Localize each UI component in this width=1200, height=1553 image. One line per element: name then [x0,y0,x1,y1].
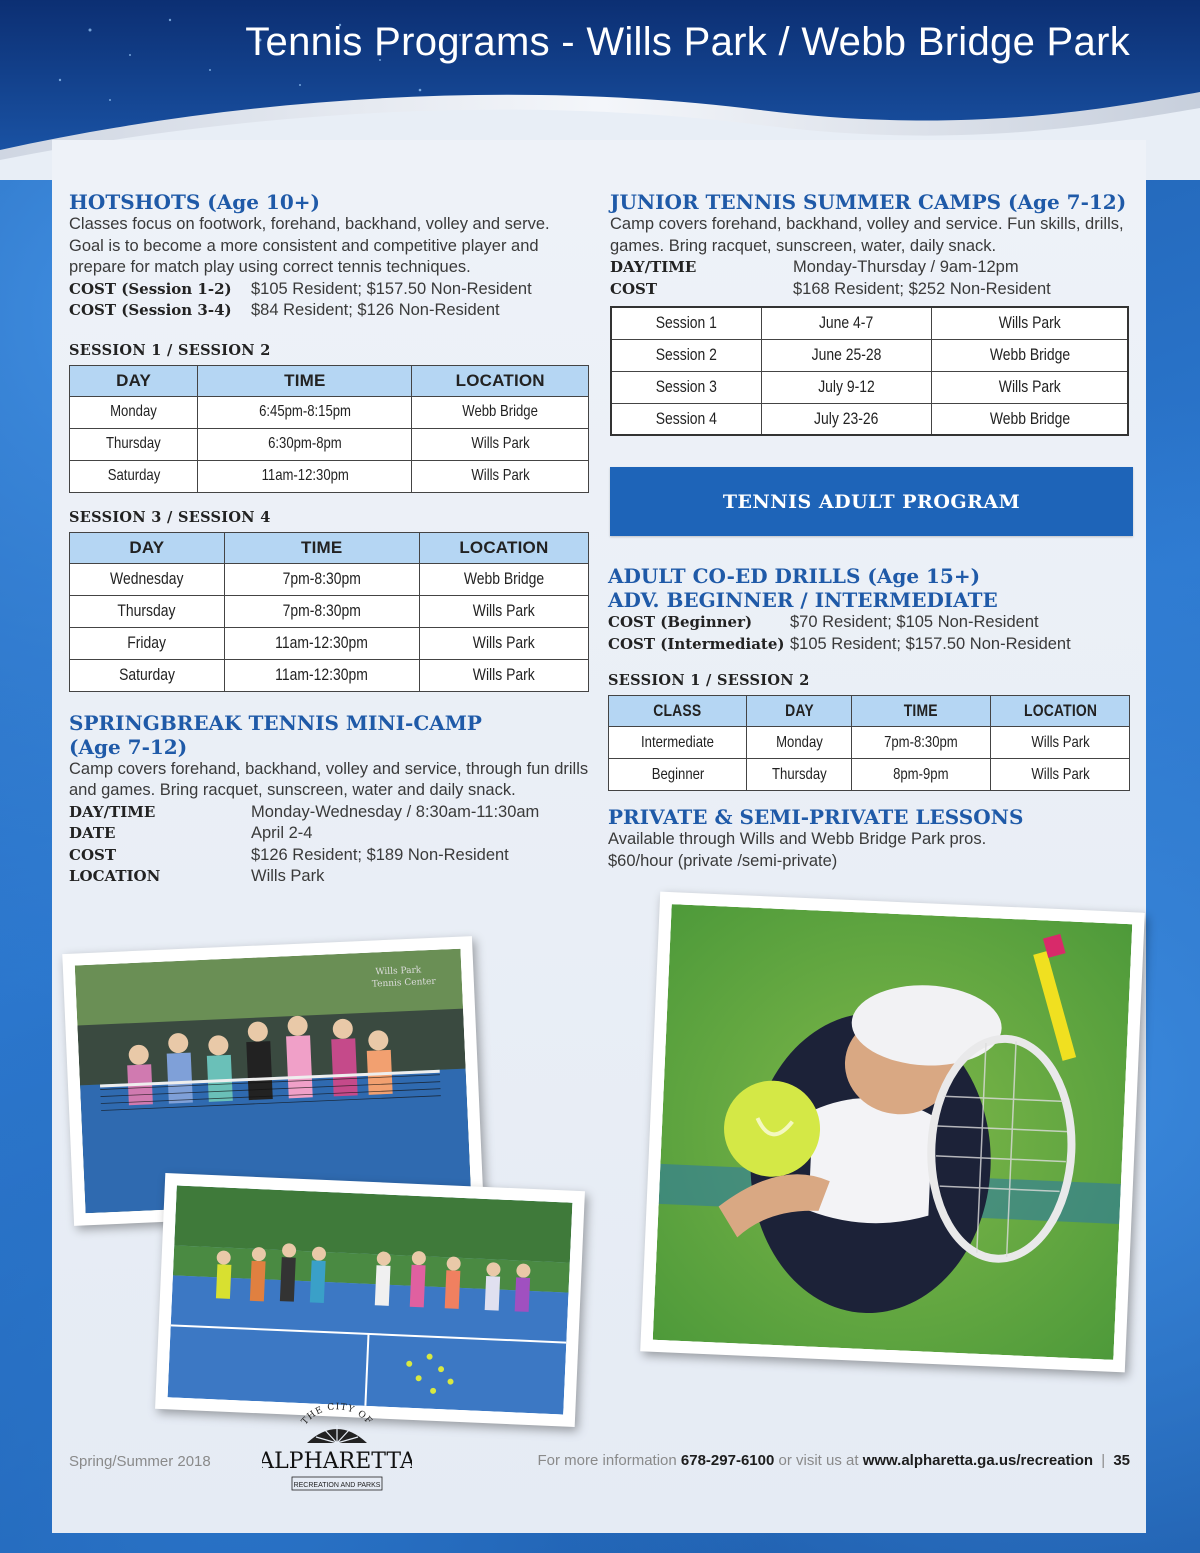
table-cell: June 25-28 [811,345,882,364]
footer-info-mid: or visit us at [778,1452,859,1469]
springbreak-heading-line2: (Age 7-12) [69,734,188,759]
table-cell: 11am-12:30pm [275,665,369,684]
table-row [611,339,1128,371]
springbreak-description: Camp covers forehand, backhand, volley and service, through fun drills and games. Bring racquet, sunscreen, water and daily snack. [69,759,589,799]
hotshots-table-1 [69,365,589,493]
cost-label: COST [610,279,657,298]
hotshots-table2-label: SESSION 3 / SESSION 4 [69,508,271,526]
cost-label: COST (Intermediate) [608,634,785,653]
cost-label: COST (Beginner) [608,613,753,631]
column-header: DAY [70,365,198,396]
location-value: Wills Park [251,867,325,885]
springbreak-daytime-row [69,802,589,824]
column-header: LOCATION [412,365,589,396]
table-cell: 6:45pm-8:15pm [258,403,351,420]
hotshots-description: Classes focus on footwork, forehand, backhand, volley and serve. Goal is to become a more consistent and competitive player and prepare for match play using correct tennis techniques. [69,215,550,276]
junior-daytime-row [610,257,1134,279]
logo-name: ALPHARETTA [262,1449,412,1474]
adult-program-banner [610,467,1133,536]
table-cell: Webb Bridge [462,403,539,420]
daytime-value: Monday-Thursday / 9am-12pm [793,258,1019,276]
column-header: DAY [784,701,814,720]
table-cell: Webb Bridge [463,569,545,588]
table-cell: Wills Park [471,467,530,484]
footer-phone: 678-297-6100 [680,1452,775,1469]
kids-on-court-illustration [168,1185,573,1414]
cost-value: $84 Resident; $126 Non-Resident [251,301,500,319]
hotshots-heading: HOTSHOTS (Age 10+) [69,190,320,214]
table-cell: Wills Park [998,377,1061,396]
column-header: DAY [70,532,225,563]
cost-value: $105 Resident; $157.50 Non-Resident [790,634,1071,653]
cost-label: COST (Session 3-4) [69,301,232,319]
table-cell: Saturday [118,665,175,684]
springbreak-cost-row [69,845,589,867]
table-cell: Session 2 [655,345,718,364]
sign-text-line1: Wills Park [375,965,422,978]
table-cell: Wills Park [472,665,535,684]
table-cell: 7pm-8:30pm [282,569,361,588]
springbreak-date-row [69,823,589,845]
alpharetta-logo [262,1385,412,1495]
table-cell: 7pm-8:30pm [884,733,958,751]
adult-heading-line2: ADV. BEGINNER / INTERMEDIATE [608,588,998,612]
table-row [70,659,589,691]
table-cell: Friday [127,633,167,652]
table-cell: 11am-12:30pm [261,467,349,484]
kids-court-photo-image [168,1185,573,1414]
page-number: 35 [1113,1452,1130,1469]
hotshots-cost-row-1 [69,279,589,301]
cost-value: $70 Resident; $105 Non-Resident [790,613,1039,631]
hotshots-table1-label: SESSION 1 / SESSION 2 [69,341,271,359]
table-cell: 11am-12:30pm [275,633,369,652]
table-cell: Webb Bridge [989,408,1070,428]
cost-label: COST [69,845,116,864]
table-cell: Saturday [107,467,160,484]
private-lessons-heading: PRIVATE & SEMI-PRIVATE LESSONS [608,805,1024,829]
cost-value: $168 Resident; $252 Non-Resident [793,279,1051,298]
table-row [611,307,1128,339]
adult-section [608,564,1130,872]
junior-sessions-table [610,306,1129,436]
kids-group-photo-image [75,949,471,1214]
svg-text:THE CITY OF [300,1402,374,1427]
table-cell: Wills Park [998,313,1061,333]
table-cell: Session 4 [655,408,718,428]
junior-cost-row [610,279,1134,301]
page-title: Tennis Programs - Wills Park / Webb Bridge Park [245,20,1130,64]
table-header-row [70,532,589,563]
table-row [609,727,1130,759]
footer-info-prefix: For more information [537,1452,677,1469]
table-cell: Webb Bridge [989,345,1070,364]
right-column [608,190,1134,436]
table-cell: June 4-7 [819,313,874,333]
daytime-label: DAY/TIME [69,802,156,821]
table-cell: Thursday [106,435,161,452]
table-row [70,563,589,595]
table-cell: July 9-12 [818,377,875,396]
table-cell: Wills Park [1030,733,1090,751]
adult-serving-photo [640,892,1145,1373]
table-cell: Wills Park [472,633,535,652]
daytime-label: DAY/TIME [610,258,697,276]
date-label: DATE [69,824,116,842]
table-cell: Beginner [651,765,704,783]
alpharetta-logo-graphic [262,1385,412,1495]
daytime-value: Monday-Wednesday / 8:30am-11:30am [251,802,540,821]
logo-top-text: THE CITY OF [299,1402,375,1428]
table-cell: 6:30pm-8pm [268,435,342,452]
footer-info [538,1452,1130,1469]
hotshots-cost-row-2 [69,300,589,322]
table-cell: Intermediate [641,733,715,751]
table-cell: Wills Park [1030,765,1090,783]
cost-value: $126 Resident; $189 Non-Resident [251,845,509,864]
table-row [611,403,1128,435]
player-serving-illustration [653,904,1133,1360]
table-row [70,428,589,460]
location-label: LOCATION [69,867,161,885]
column-header: LOCATION [1023,701,1097,720]
private-lessons-line2: $60/hour (private /semi-private) [608,851,838,870]
cost-label: COST (Session 1-2) [69,279,232,298]
column-header: LOCATION [419,532,588,563]
table-cell: July 23-26 [814,408,879,428]
springbreak-location-row [69,866,589,888]
table-row [611,371,1128,403]
table-cell: Thursday [117,601,176,620]
table-header-row [609,696,1130,727]
sign-text-line2: Tennis Center [371,976,436,990]
footer-separator: | [1101,1452,1106,1469]
private-lessons-line1: Available through Wills and Webb Bridge Park pros. [608,830,987,848]
adult-cost-row-2 [608,634,1130,656]
table-cell: Thursday [771,765,827,783]
adult-sessions-table [608,695,1130,791]
footer-season: Spring/Summer 2018 [69,1453,211,1470]
table-row [609,759,1130,791]
junior-heading: JUNIOR TENNIS SUMMER CAMPS (Age 7-12) [610,190,1127,214]
left-column [69,190,589,888]
adult-heading-line1: ADULT CO-ED DRILLS (Age 15+) [608,564,981,588]
table-row [70,627,589,659]
table-cell: Monday [775,733,823,751]
table-cell: 8pm-9pm [893,765,949,783]
logo-subtitle: RECREATION AND PARKS [293,1482,381,1489]
table-row [70,460,589,492]
footer-url-link[interactable]: www.alpharetta.ga.us/recreation [862,1452,1094,1469]
table-cell: Monday [110,403,157,420]
table-cell: 7pm-8:30pm [282,601,361,620]
column-header: TIME [224,532,419,563]
cost-value: $105 Resident; $157.50 Non-Resident [251,279,532,298]
table-row [70,396,589,428]
date-value: April 2-4 [251,824,313,842]
table-cell: Wills Park [472,601,535,620]
table-row [70,595,589,627]
adult-program-banner-label: TENNIS ADULT PROGRAM [722,490,1021,513]
column-header: CLASS [653,701,702,720]
adult-cost-row-1 [608,612,1130,634]
adult-table-label: SESSION 1 / SESSION 2 [608,672,810,689]
column-header: TIME [903,701,938,720]
adult-serving-photo-image [653,904,1133,1360]
table-cell: Session 3 [655,377,718,396]
junior-description: Camp covers forehand, backhand, volley and service. Fun skills, drills, games. Bring racquet, sunscreen, water, daily snack. [610,215,1124,255]
kids-at-net-illustration [75,949,471,1214]
table-cell: Session 1 [655,313,718,333]
hotshots-table-2 [69,532,589,692]
table-header-row [70,365,589,396]
table-cell: Wills Park [471,435,530,452]
column-header: TIME [198,365,412,396]
table-cell: Wednesday [110,569,184,588]
springbreak-heading-line1: SPRINGBREAK TENNIS MINI-CAMP [69,710,482,735]
